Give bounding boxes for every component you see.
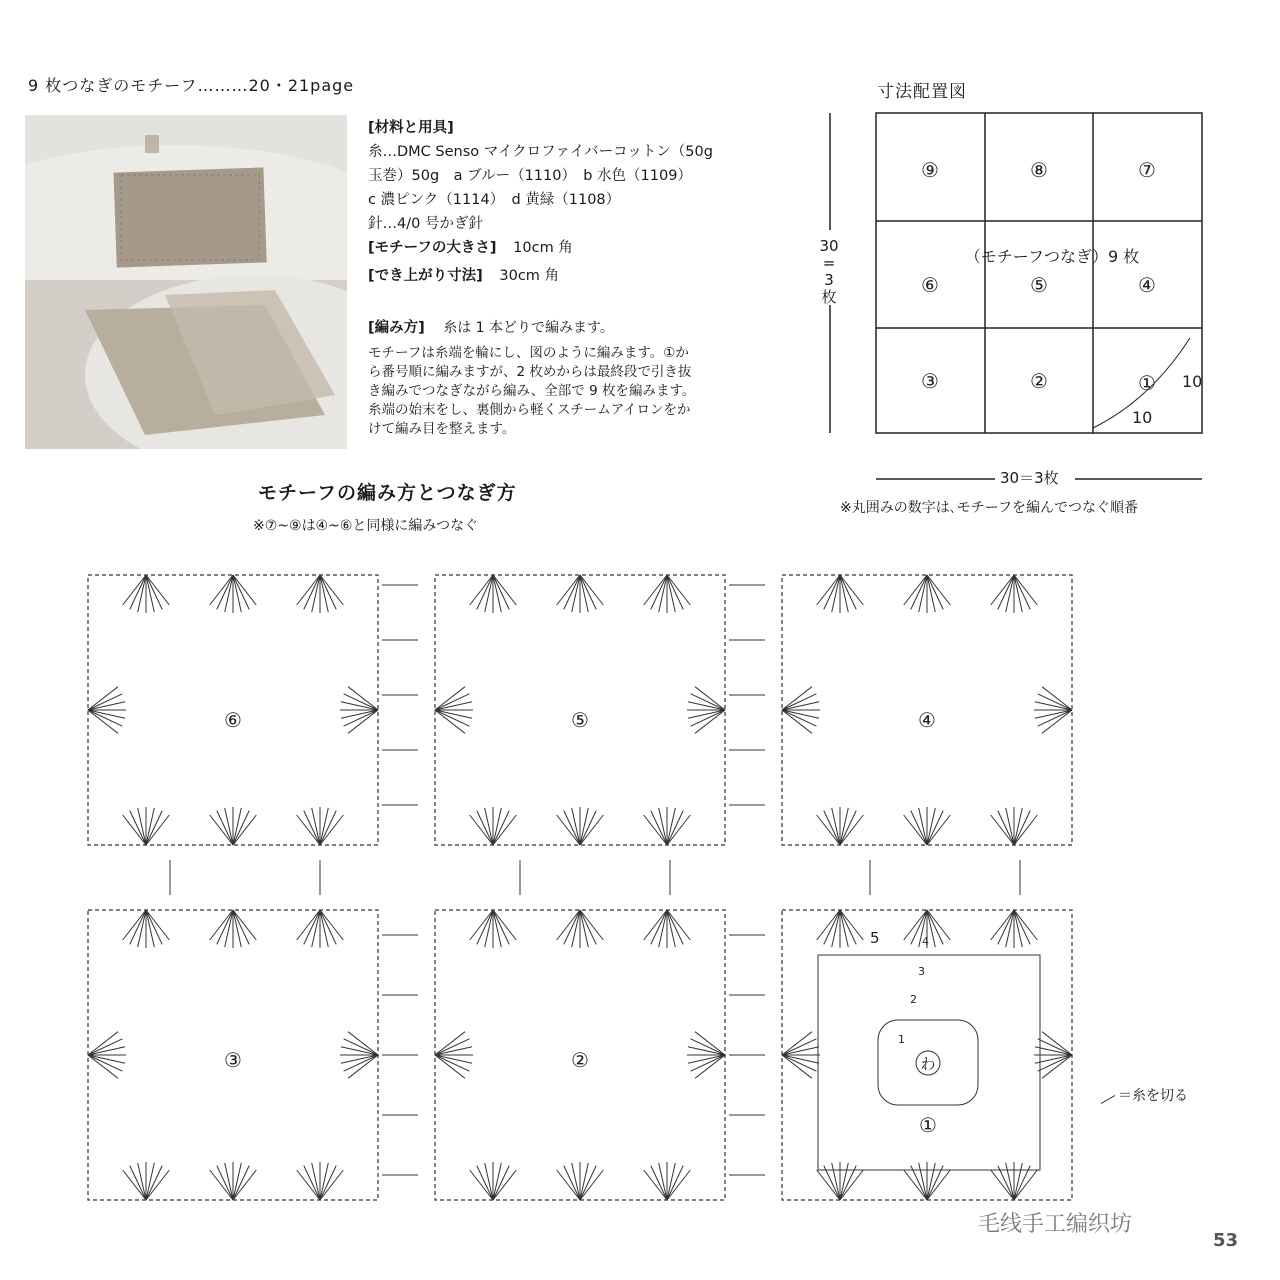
dim-v-unit: 枚 bbox=[821, 288, 837, 306]
row-label-5: 5 bbox=[870, 929, 880, 947]
layout-cell-6: ⑥ bbox=[921, 273, 939, 297]
layout-title: 寸法配置図 bbox=[877, 82, 967, 102]
chart-motif-1: ① bbox=[919, 1113, 937, 1137]
materials-section bbox=[368, 116, 788, 288]
row-label-1: 1 bbox=[898, 1033, 905, 1046]
finished-size-value: 30cm 角 bbox=[499, 268, 560, 284]
method-heading-note: 糸は 1 本どりで編みます。 bbox=[443, 320, 614, 336]
finished-size bbox=[368, 264, 788, 288]
finished-size-label: [でき上がり寸法] bbox=[368, 268, 483, 284]
row-label-2: 2 bbox=[910, 993, 917, 1006]
legend bbox=[1100, 1085, 1188, 1105]
motif-size bbox=[368, 236, 788, 260]
row-label-3: 3 bbox=[918, 965, 925, 978]
motif-size-value: 10cm 角 bbox=[513, 240, 573, 256]
row-label-4: 4 bbox=[922, 935, 929, 948]
crochet-chart bbox=[70, 555, 1100, 1215]
chart-motif-3: ③ bbox=[224, 1048, 242, 1072]
chart-motif-6: ⑥ bbox=[224, 708, 242, 732]
method-line-3: き編みでつなぎながら編み、全部で 9 枚を編みます。 bbox=[368, 383, 696, 399]
layout-cell-1: ① bbox=[1138, 371, 1156, 395]
yarn-line-2: 玉巻）50g a ブルー（1110） b 水色（1109） bbox=[368, 168, 692, 184]
layout-cell-4: ④ bbox=[1138, 273, 1156, 297]
layout-center-label: （モチーフつなぎ）9 枚 bbox=[964, 247, 1140, 266]
layout-cell-7: ⑦ bbox=[1138, 158, 1156, 182]
layout-cell-2: ② bbox=[1030, 369, 1048, 393]
materials-heading: [材料と用具] bbox=[368, 120, 454, 136]
watermark: 毛线手工编织坊 bbox=[978, 1212, 1133, 1237]
layout-horizontal-dimension: 30＝3枚 bbox=[1000, 469, 1059, 487]
cut-yarn-icon bbox=[1101, 1095, 1115, 1104]
dim-v-equals: = bbox=[822, 254, 836, 272]
layout-corner-dim-right: 10 bbox=[1182, 372, 1203, 391]
layout-cell-8: ⑧ bbox=[1030, 158, 1048, 182]
method-line-1: モチーフは糸端を輪にし、図のように編みます。①か bbox=[368, 345, 689, 361]
chart-motif-2: ② bbox=[571, 1048, 589, 1072]
layout-diagram bbox=[820, 100, 1240, 500]
chart-title: モチーフの編み方とつなぎ方 bbox=[258, 482, 517, 504]
method-heading: [編み方] bbox=[368, 320, 425, 336]
method-heading-row bbox=[368, 316, 788, 340]
center-ring-label: わ bbox=[920, 1055, 936, 1073]
layout-cell-9: ⑨ bbox=[921, 158, 939, 182]
page-title: 9 枚つなぎのモチーフ………20・21page bbox=[28, 76, 355, 95]
legend-label: ＝糸を切る bbox=[1118, 1088, 1188, 1104]
dim-v-count: 3 bbox=[824, 271, 834, 289]
method-body bbox=[368, 344, 788, 439]
layout-note: ※丸囲みの数字は､モチーフを編んでつなぐ順番 bbox=[840, 500, 1139, 516]
method-line-2: ら番号順に編みますが、2 枚めからは最終段で引き抜 bbox=[368, 364, 692, 380]
method-line-5: けて編み目を整えます。 bbox=[368, 421, 516, 437]
product-photo bbox=[25, 115, 347, 449]
needle-line: 針…4/0 号かぎ針 bbox=[368, 216, 483, 232]
yarn-line-1: 糸…DMC Senso マイクロファイバーコットン（50g bbox=[368, 144, 713, 160]
page-number: 53 bbox=[1213, 1230, 1239, 1251]
yarn-line-3: c 濃ピンク（1114） d 黄緑（1108） bbox=[368, 192, 621, 208]
layout-corner-dim-bottom: 10 bbox=[1132, 408, 1153, 427]
chart-motif-4: ④ bbox=[918, 708, 936, 732]
method-section bbox=[368, 316, 788, 439]
chart-subtitle: ※⑦~⑨は④~⑥と同様に編みつなぐ bbox=[253, 518, 479, 534]
chart-motif-5: ⑤ bbox=[571, 708, 589, 732]
motif-size-label: [モチーフの大きさ] bbox=[368, 240, 497, 256]
layout-cell-5: ⑤ bbox=[1030, 273, 1048, 297]
layout-vertical-dimension bbox=[815, 238, 843, 306]
dim-v-value: 30 bbox=[819, 237, 839, 255]
method-line-4: 糸端の始末をし、裏側から軽くスチームアイロンをか bbox=[368, 402, 691, 418]
layout-cell-3: ③ bbox=[921, 369, 939, 393]
